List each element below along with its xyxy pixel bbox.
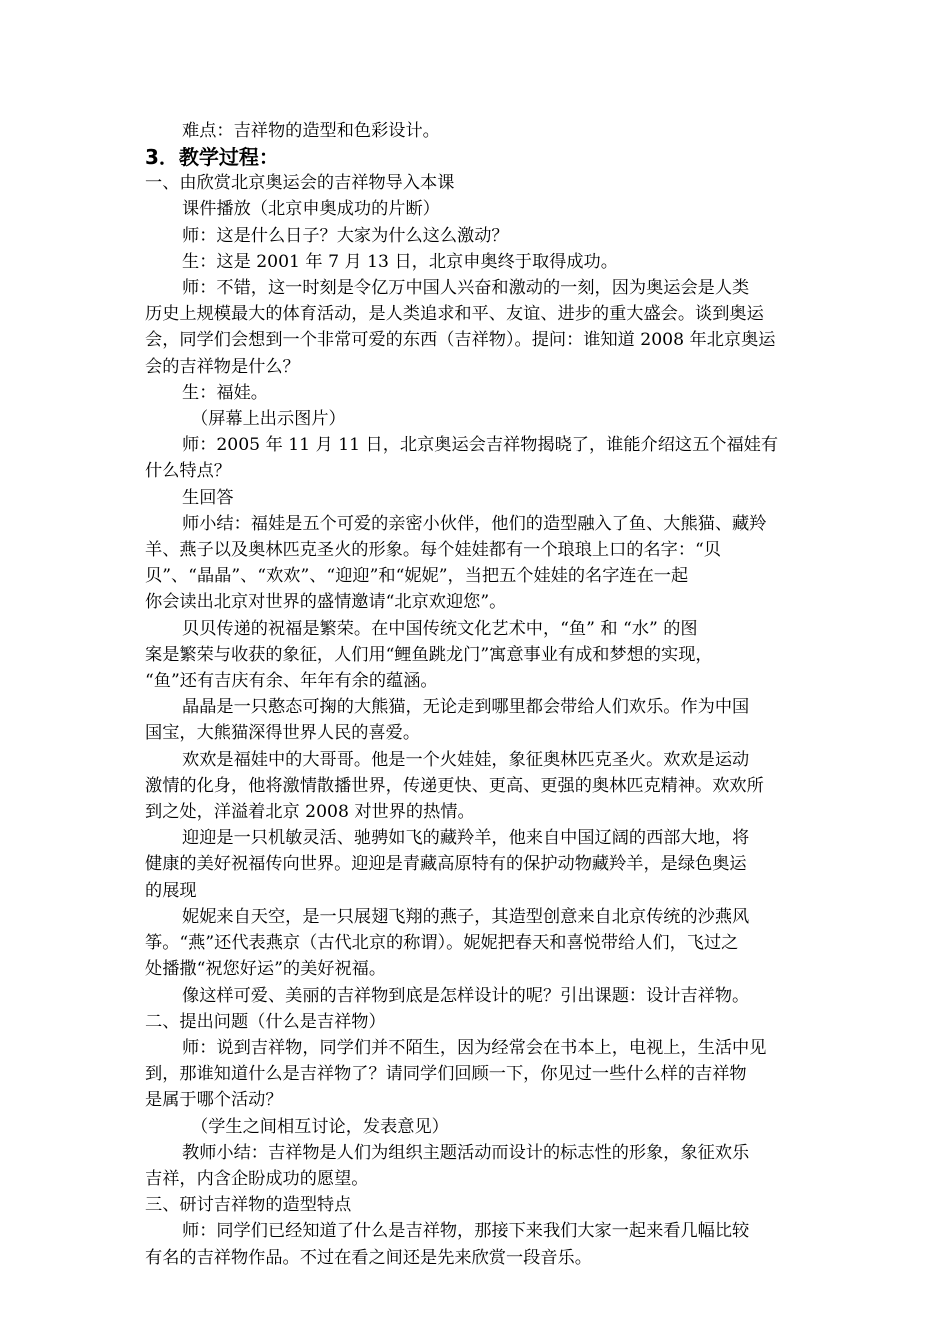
text-line: 会的吉祥物是什么？ xyxy=(145,356,300,377)
text-line: 是属于哪个活动？ xyxy=(145,1090,283,1111)
text-line: 有名的吉祥物作品。不过在看之间还是先来欣赏一段音乐。 xyxy=(145,1247,592,1268)
text-line: 贝”、“晶晶”、“欢欢”、“迎迎”和“妮妮”，当把五个娃娃的名字连在一起 xyxy=(145,566,689,587)
text-line: 历史上规模最大的体育活动，是人类追求和平、友谊、进步的重大盛会。谈到奥运 xyxy=(145,304,764,325)
document-page xyxy=(145,118,813,1271)
text-line: 一、由欣赏北京奥运会的吉祥物导入本课 xyxy=(145,173,455,194)
text-line: 晶晶是一只憨态可掬的大熊猫，无论走到哪里都会带给人们欢乐。作为中国 xyxy=(182,697,750,718)
text-line: （屏幕上出示图片） xyxy=(191,409,346,430)
text-line: 到之处，洋溢着北京 2008 对世界的热情。 xyxy=(145,802,475,823)
text-line: 师：2005 年 11 月 11 日，北京奥运会吉祥物揭晓了，谁能介绍这五个福娃有 xyxy=(182,435,779,456)
text-line: 课件播放（北京申奥成功的片断） xyxy=(182,199,440,220)
text-line: 贝贝传递的祝福是繁荣。在中国传统文化艺术中，“鱼” 和 “水” 的图 xyxy=(182,618,698,639)
text-line: 师小结：福娃是五个可爱的亲密小伙伴，他们的造型融入了鱼、大熊猫、藏羚 xyxy=(182,513,767,534)
text-line: 你会读出北京对世界的盛情邀请“北京欢迎您”。 xyxy=(145,592,507,613)
text-line: 案是繁荣与收获的象征，人们用“鲤鱼跳龙门”寓意事业有成和梦想的实现， xyxy=(145,644,713,665)
text-line: 生：福娃。 xyxy=(182,382,268,403)
text-line: 教师小结：吉祥物是人们为组织主题活动而设计的标志性的形象，象征欢乐 xyxy=(182,1142,750,1163)
text-line: 师：这是什么日子？大家为什么这么激动？ xyxy=(182,225,509,246)
text-line: 国宝，大熊猫深得世界人民的喜爱。 xyxy=(145,723,421,744)
text-line: 师：同学们已经知道了什么是吉祥物，那接下来我们大家一起来看几幅比较 xyxy=(182,1221,750,1242)
text-line: 激情的化身，他将激情散播世界，传递更快、更高、更强的奥林匹克精神。欢欢所 xyxy=(145,775,764,796)
text-line: 难点：吉祥物的造型和色彩设计。 xyxy=(182,121,440,141)
text-line: 三、研讨吉祥物的造型特点 xyxy=(145,1195,352,1216)
text-line: 到，那谁知道什么是吉祥物了？请同学们回顾一下，你见过一些什么样的吉祥物 xyxy=(145,1064,747,1085)
text-line: 师：说到吉祥物，同学们并不陌生，因为经常会在书本上，电视上，生活中见 xyxy=(182,1037,767,1058)
text-line: 像这样可爱、美丽的吉祥物到底是怎样设计的呢？引出课题：设计吉祥物。 xyxy=(182,985,750,1006)
text-line: 筝。“燕”还代表燕京（古代北京的称谓）。妮妮把春天和喜悦带给人们，飞过之 xyxy=(145,933,739,954)
text-line: 处播撒“祝您好运”的美好祝福。 xyxy=(145,959,387,980)
text-line: （学生之间相互讨论，发表意见） xyxy=(191,1116,449,1137)
text-line: 妮妮来自天空，是一只展翅飞翔的燕子，其造型创意来自北京传统的沙燕风 xyxy=(182,906,750,927)
text-line: 师：不错，这一时刻是令亿万中国人兴奋和激动的一刻，因为奥运会是人类 xyxy=(182,278,750,299)
text-line: 什么特点？ xyxy=(145,461,231,482)
text-line: 羊、燕子以及奥林匹克圣火的形象。每个娃娃都有一个琅琅上口的名字：“贝 xyxy=(145,540,721,561)
text-line: “鱼”还有吉庆有余、年年有余的蕴涵。 xyxy=(145,671,438,692)
text-line: 会，同学们会想到一个非常可爱的东西（吉祥物）。提问：谁知道 2008 年北京奥运 xyxy=(145,330,776,351)
section-heading: 3．教学过程： xyxy=(145,145,279,170)
text-line: 二、提出问题（什么是吉祥物） xyxy=(145,1011,386,1032)
text-line: 吉祥，内含企盼成功的愿望。 xyxy=(145,1168,369,1189)
text-line: 生：这是 2001 年 7 月 13 日，北京申奥终于取得成功。 xyxy=(182,251,618,272)
text-line: 健康的美好祝福传向世界。迎迎是青藏高原特有的保护动物藏羚羊，是绿色奥运 xyxy=(145,854,747,875)
text-line: 生回答 xyxy=(182,487,234,508)
text-line: 的展现 xyxy=(145,880,197,901)
text-line: 欢欢是福娃中的大哥哥。他是一个火娃娃，象征奥林匹克圣火。欢欢是运动 xyxy=(182,749,750,770)
text-line: 迎迎是一只机敏灵活、驰骋如飞的藏羚羊，他来自中国辽阔的西部大地，将 xyxy=(182,828,750,849)
